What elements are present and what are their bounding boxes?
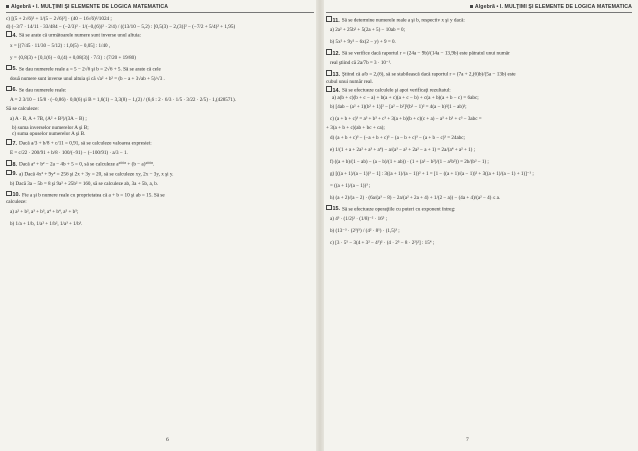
running-head-right — [326, 4, 632, 13]
problem-line: Să se verifice dacă raportul r = (24a − 9b)/(14a − 13,9b) este pătratul unui număr — [342, 50, 510, 57]
problem-line: x = [(7/45 · 11/30 − 5/12) : 1,0(5) − 0,05] : 1/40 , — [10, 42, 111, 49]
checkbox-square-icon — [326, 16, 332, 22]
problem-line: c) (a + b + c)³ = a³ + b³ + c³ + 3(a + b)(b + c)(c + a) − a³ + b³ + c³ − 3abc = — [330, 116, 482, 123]
problem-line: Dacă a² + b² − 2a − 4b + 5 = 0, să se calculeze a²⁰⁰⁸ + (b − a)²⁰⁰⁸. — [19, 161, 155, 168]
problem-number — [326, 88, 340, 94]
problem-line: real ştiind că 2a/7b = 3 · 10⁻¹. — [330, 60, 392, 67]
problem-first-line — [326, 70, 632, 78]
problem-item — [326, 205, 632, 249]
problem-item — [6, 16, 314, 23]
checkbox-square-icon — [6, 31, 12, 37]
problem-number-text: 5. — [12, 66, 17, 73]
problem-first-line — [6, 65, 314, 73]
problem-line: c) [3 · 5⁵ − 3(4 + 3² − 4³)² · (4 · 2⁵ − 8 · 2²)²] : 15⁴ ; — [330, 240, 435, 247]
problem-line: calculeze: — [6, 198, 27, 205]
problem-line: b) (13⁻³ · (2³)⁵) / (4² · 8¹) · (1,5)³ ; — [330, 228, 400, 235]
problem-number-text: 14. — [332, 87, 340, 94]
problem-line: y = {0,8(3) + [0,1(6) − 0,(4) + 0,08(3)] · 7/3} : (7/20 + 19/80) — [10, 54, 136, 61]
problem-number-text: 4. — [12, 32, 17, 39]
running-head-text: Algebră • I. MULŢIMI ŞI ELEMENTE DE LOGICĂ MATEMATICĂ — [474, 4, 632, 10]
problem-number — [326, 72, 340, 78]
problem-line: a) a² + b², a³ + b³, a⁴ + b⁴, a⁵ + b⁵; — [10, 208, 79, 215]
problem-line: Dacă a/3 + b/8 + c/11 = 0,91, să se calculeze valoarea expresiei: — [19, 140, 152, 147]
problem-number — [6, 192, 20, 198]
checkbox-square-icon — [6, 160, 12, 166]
checkbox-square-icon — [6, 65, 12, 71]
problem-line: a) A · B, A + 7B, (A² + B²)/(3A − B) ; — [10, 115, 87, 122]
problem-item — [6, 86, 314, 138]
problem-line: Să se determine numerele reale a şi b, respectiv x şi y dacă: — [341, 17, 465, 24]
left-page — [6, 4, 314, 445]
checkbox-square-icon — [326, 49, 332, 55]
checkbox-square-icon — [6, 139, 12, 145]
problem-line: A = 2 3/10 − 15/8 · (−0,86) · 0,0(6) şi B = 1,6(1) − 3,3(8) − 1,(2) / (6,6 : 2 · 6/3 · 1/5 · 3/22 · 2/5) · 1,(428571). — [10, 97, 236, 104]
problem-line: d) (−3/7 · 14/11 · 33/484 − (−2/3)² · 1/(−0,(6))² · 2/4) / ((13/10 − 5,2) : [0,5(3) − 2,(3)]² − (−7/2 + 5/4)² + 1,95) — [6, 23, 236, 30]
problem-first-line — [6, 160, 314, 168]
problem-number — [6, 87, 17, 93]
problem-line: b) suma inverselor numerelor A şi B; — [12, 124, 89, 131]
problem-item — [6, 139, 314, 159]
problem-line: + 3(a + b + c)(ab + bc + ca); — [326, 125, 385, 132]
problem-first-line — [326, 86, 632, 94]
problem-line: Ştiind că a/b = 2,(6), să se stabilească dacă raportul r = (7a + 2,(6)b)/(5a − 13b) este — [342, 71, 516, 78]
checkbox-square-icon — [6, 86, 12, 92]
square-bullet-icon — [470, 5, 473, 8]
problem-item — [6, 170, 314, 190]
problem-first-line — [326, 16, 632, 24]
problem-number-text: 15. — [332, 206, 340, 213]
checkbox-square-icon — [326, 86, 332, 92]
problem-line: c) suma opuselor numerelor A şi B. — [12, 131, 86, 138]
problem-number-text: 7. — [12, 140, 17, 147]
problem-first-line — [6, 86, 314, 94]
problem-line: d) (a + b + c)³ − (−a + b + c)³ − (a − b + c)³ − (a + b − c)³ = 24abc; — [330, 134, 465, 141]
problem-item — [6, 31, 314, 63]
problem-line: b) Dacă 3a − 5b = 8 şi 9a² + 25b² = 160, să se calculeze ab, 3a + 5b, a, b. — [10, 180, 159, 187]
problem-line: a) a(b + c)(b + c − a) + b(a + c)(a + c − b) + c(a + b)(a + b − c) = 6abc; — [332, 94, 479, 101]
problem-list-right — [326, 16, 632, 249]
checkbox-square-icon — [326, 205, 332, 211]
checkbox-square-icon — [326, 70, 332, 76]
problem-number-text: 11. — [332, 17, 340, 24]
problem-number — [6, 162, 17, 168]
problem-line: Să se efectueze operaţiile cu puteri cu exponent întreg: — [342, 206, 456, 213]
problem-item — [6, 65, 314, 85]
problem-line: g) [((a + 1)/(a − 1))³ − 1] : 3((a + 1)/(a − 1))² + 1 = [1 − ((a + 1)/(a − 1))² + 3((a + 1)/(a − 1) + 1)]⁻¹ ; — [330, 170, 534, 177]
problem-line: b) 1/a + 1/b, 1/a² + 1/b², 1/a³ + 1/b³. — [10, 220, 83, 227]
running-head-text: Algebră • I. MULŢIMI ŞI ELEMENTE DE LOGICĂ MATEMATICĂ — [11, 4, 169, 10]
problem-number-text: 12. — [332, 50, 340, 57]
problem-line: Să se efectueze calculele şi apoi verificaţi rezultatul: — [342, 87, 451, 94]
problem-item — [326, 49, 632, 69]
problem-line: a) 2a² + 25b² + 5(2a + 5) − 10ab = 0; — [330, 27, 405, 34]
problem-line: E = c/22 · 200/91 + b/8 · 100/(−91) − (−100/91) · a/3 − 1. — [10, 150, 128, 157]
page-number-left: 6 — [166, 437, 169, 443]
problem-line: e) 1/(1 + a + 2a² + a³ + a⁴) − a/(a³ − a² + 2a² − a + 1) = 2a/(a⁴ + a² + 1) ; — [330, 146, 476, 153]
square-bullet-icon — [6, 5, 9, 8]
problem-line: f) ((a + b)/(1 − ab) − (a − b)/(1 + ab)) · (1 + (a² − b²)/(1 − a²b²)) = 2b/(b² − 1) ; — [330, 158, 489, 165]
page-number-right: 7 — [466, 437, 469, 443]
problem-number — [326, 51, 340, 57]
problem-line: Să se calculeze: — [6, 106, 39, 113]
problem-line: două numere sunt inverse unul altuia şi că √a² + b² = (b − a + 3√ab + 5)/√3 . — [10, 75, 165, 82]
problem-first-line — [6, 170, 314, 178]
problem-line: a) Dacă 4x² + 9y² = 256 şi 2x + 3y = 20, să se calculeze xy, 2x − 3y, x şi y. — [19, 171, 174, 178]
right-page — [326, 4, 632, 445]
problem-number — [6, 33, 17, 39]
problem-line: Se dau numerele reale: — [19, 87, 67, 94]
problem-item — [326, 70, 632, 85]
problem-number-text: 13. — [332, 71, 340, 78]
problem-line: b) [4ab − (a² + 1)(b² + 1)]² − [a² − b²]²(b² − 1)² = 4(a − b)²(1 − ab)²; — [330, 104, 467, 111]
problem-number — [6, 141, 17, 147]
problem-number-text: 9. — [12, 171, 17, 178]
problem-first-line — [326, 205, 632, 213]
problem-line: h) (a + 2)/(a − 2) · (6a/(a³ − 8) − 2a/(a² + 2a + 4) + 1/(2 − a)) − (4a + 4)/(a² − 4) ≤ a. — [330, 194, 501, 201]
problem-list-left — [6, 16, 314, 230]
problem-line: cubul unui număr real. — [326, 78, 373, 85]
checkbox-square-icon — [6, 170, 12, 176]
problem-item — [6, 24, 314, 31]
problem-number — [326, 206, 340, 212]
problem-line: Fie a şi b numere reale cu proprietatea că a + b = 10 şi ab = 15. Să se — [22, 192, 165, 199]
problem-item — [326, 16, 632, 48]
problem-number — [6, 171, 17, 177]
running-head-left — [6, 4, 314, 13]
problem-number-text: 8. — [12, 161, 17, 168]
problem-line: a) 4³ · (1/2)² · (1/8)⁻² · 16⁵ ; — [330, 216, 388, 223]
problem-item — [6, 191, 314, 230]
problem-line: = ((a + 1)/(a − 1))³ ; — [330, 182, 371, 189]
problem-first-line — [326, 49, 632, 57]
problem-number — [6, 66, 17, 72]
checkbox-square-icon — [6, 191, 12, 197]
problem-first-line — [6, 31, 314, 39]
problem-line: Se dau numerele reale a = 5 − 2√6 şi b = 2√6 + 5. Să se arate că cele — [19, 66, 161, 73]
problem-line: c) [(5 + 2√6)² + 1/(5 − 2√6)²] · (40 − 16√6)²/1024 ; — [6, 16, 112, 22]
problem-first-line — [6, 139, 314, 147]
problem-item — [6, 160, 314, 168]
problem-line: b) 5x² + 9y² − 6x(2 − y) + 9 = 0. — [330, 39, 396, 46]
problem-item — [326, 86, 632, 204]
problem-first-line — [6, 191, 314, 199]
problem-line: Să se arate că următoarele numere sunt inverse unul altuia: — [19, 32, 141, 39]
book-gutter — [316, 0, 324, 451]
problem-number-text: 10. — [12, 192, 20, 199]
problem-number-text: 6. — [12, 87, 17, 94]
problem-number — [326, 18, 340, 24]
